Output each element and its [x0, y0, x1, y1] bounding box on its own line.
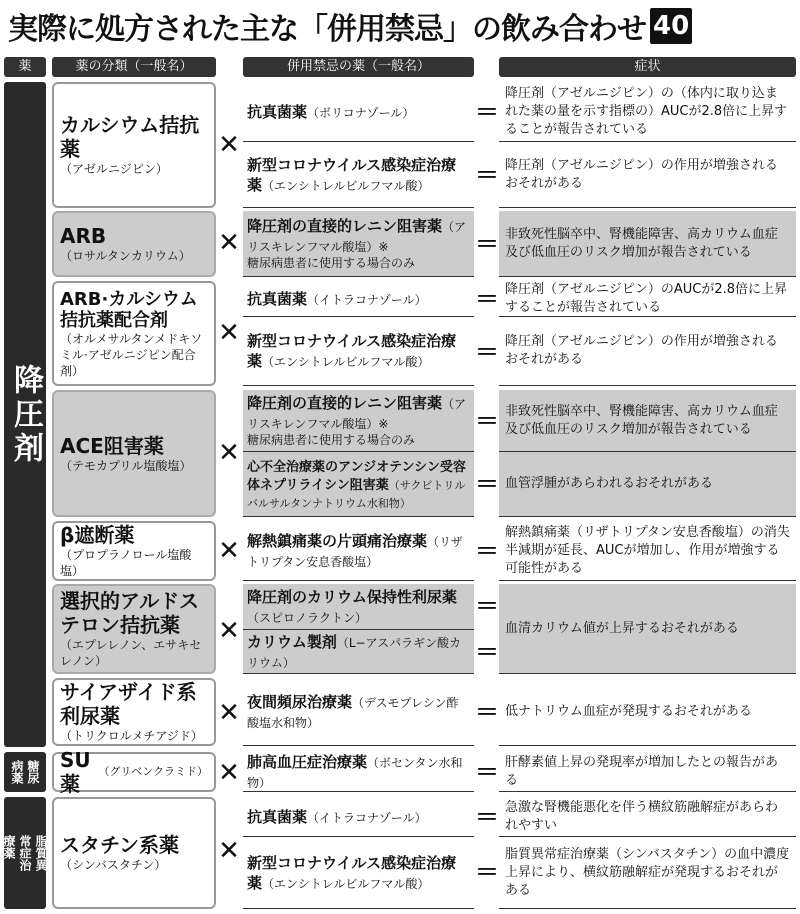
class-generic: （テモカプリル塩酸塩）: [60, 458, 192, 473]
drug-name: 降圧剤のカリウム保持性利尿薬: [247, 588, 457, 606]
cross-icon: ✕: [218, 836, 240, 866]
drug-name: 肺高血圧症治療薬: [247, 753, 368, 771]
drug-generic: （アリスキレンフマル酸塩）※: [247, 220, 467, 254]
header-shoujou: 症状: [499, 57, 796, 77]
drug-generic: （イトラコナゾール）: [307, 292, 427, 307]
equal-icon: ＝: [475, 470, 499, 498]
class-generic: （プロプラノロール塩酸塩）: [60, 548, 192, 578]
symptom-text: 降圧剤（アゼルニジピン）の作用が増強されるおそれがある: [499, 317, 796, 386]
class-aldosterone-antagonist: [52, 584, 216, 674]
class-generic: （グリベンクラミド）: [98, 765, 208, 778]
drug-row: [243, 82, 474, 142]
class-generic: （エプレレノン、エサキセレノン）: [60, 638, 202, 668]
class-su: [52, 748, 216, 796]
drug-name: 新型コロナウイルス感染症治療薬: [247, 332, 457, 370]
cross-icon: ✕: [218, 318, 240, 348]
drug-generic: （スピロノラクトン）: [247, 611, 368, 625]
drug-generic: （デスモプレシン酢酸塩水和物）: [247, 696, 459, 730]
drug-name: 心不全治療薬のアンジオテンシン受容体ネプリライシン阻害薬: [247, 459, 466, 493]
class-beta-blocker: [52, 521, 216, 581]
equal-icon: ＝: [475, 858, 499, 886]
class-generic: （シンバスタチン）: [60, 858, 167, 872]
class-arb: [52, 211, 216, 277]
drug-row: [243, 797, 474, 837]
class-name: カルシウム拮抗薬: [60, 113, 200, 161]
equal-icon: ＝: [475, 161, 499, 189]
equal-icon: ＝: [475, 537, 499, 565]
symptom-text: 急激な腎機能悪化を伴う横紋筋融解症があらわれやすい: [499, 797, 796, 837]
drug-name: 抗真菌薬: [247, 102, 308, 121]
drug-generic: （リザトリプタン安息香酸塩）: [247, 535, 463, 569]
category-shishitsu-line1: 脂質異: [34, 835, 48, 871]
header-bunrui: 薬の分類（一般名）: [52, 57, 216, 77]
drug-generic: （エンシトレルビルフマル酸）: [262, 876, 430, 891]
equal-icon: ＝: [475, 758, 499, 786]
cross-icon: ✕: [218, 438, 240, 468]
drug-generic: （L−アスパラギン酸カリウム）: [247, 636, 462, 670]
drug-name: 降圧剤の直接的レニン阻害薬: [247, 394, 443, 412]
drug-row: [243, 211, 474, 277]
page-number-badge: 40: [650, 8, 692, 44]
page-title: [8, 4, 798, 48]
class-name: ARB·カルシウム拮抗薬配合剤: [60, 288, 198, 331]
drug-name: 降圧剤の直接的レニン阻害薬: [247, 217, 443, 235]
equal-icon: ＝: [475, 803, 499, 831]
drug-row: [243, 281, 474, 317]
class-name: SU薬: [60, 748, 91, 796]
class-generic: （オルメサルタンメドキソミル·アゼルニジピン配合剤）: [60, 331, 203, 378]
category-kouatsu-label: 降圧剤: [8, 363, 43, 466]
equal-icon: ＝: [475, 338, 499, 366]
category-tounyou-line1: 糖尿: [26, 760, 40, 784]
class-name: スタチン系薬: [60, 833, 179, 857]
drug-note: 糖尿病患者に使用する場合のみ: [247, 256, 416, 270]
class-name: 選択的アルドステロン拮抗薬: [60, 589, 199, 637]
drug-generic: （イトラコナゾール）: [307, 810, 427, 825]
drug-name: 抗真菌薬: [247, 807, 308, 826]
title-text: 実際に処方された主な「併用禁忌」の飲み合わせ: [8, 12, 646, 47]
symptom-text: 血清カリウム値が上昇するおそれがある: [499, 584, 796, 674]
category-tounyou: [4, 752, 46, 792]
category-kouatsu: [4, 82, 46, 747]
symptom-text: 解熱鎮痛薬（リザトリプタン安息香酸塩）の消失半減期が延長、AUCが増加し、作用が増強する可能性がある: [499, 521, 796, 581]
cross-icon: ✕: [218, 228, 240, 258]
equal-icon: ＝: [475, 638, 499, 666]
symptom-text: 非致死性脳卒中、腎機能障害、高カリウム血症及び低血圧のリスク増加が報告されている: [499, 211, 796, 277]
drug-row: [243, 837, 474, 909]
cross-icon: ✕: [218, 130, 240, 160]
class-name: サイアザイド系利尿薬: [60, 680, 197, 728]
symptom-text: 低ナトリウム血症が発現するおそれがある: [499, 678, 796, 746]
drug-generic: （エンシトレルビルフマル酸）: [262, 178, 430, 193]
symptom-text: 血管浮腫があらわれるおそれがある: [499, 452, 796, 517]
drug-row: [243, 752, 474, 792]
header-yaku: 薬: [4, 57, 46, 77]
cross-icon: ✕: [218, 536, 240, 566]
class-name: β遮断薬: [60, 523, 135, 547]
equal-icon: ＝: [475, 592, 499, 620]
drug-name: 新型コロナウイルス感染症治療薬: [247, 853, 457, 892]
equal-icon: ＝: [475, 285, 499, 313]
equal-icon: ＝: [475, 98, 499, 126]
category-tounyou-line2: 病薬: [10, 760, 24, 784]
class-generic: （トリクロルメチアジド）: [60, 729, 203, 743]
cross-icon: ✕: [218, 758, 240, 788]
drug-row: [243, 630, 474, 674]
drug-name: カリウム製剤: [247, 633, 337, 651]
drug-row: [243, 317, 474, 386]
drug-name: 抗真菌薬: [247, 289, 308, 308]
category-shishitsu-line3: 療薬: [2, 835, 16, 859]
category-shishitsu-line2: 常症治: [18, 835, 32, 871]
symptom-text: 脂質異常症治療薬（シンバスタチン）の血中濃度上昇により、横紋筋融解症が発現するおそれがある: [499, 837, 796, 909]
cross-icon: ✕: [218, 616, 240, 646]
drug-row: [243, 390, 474, 452]
drug-row: [243, 142, 474, 208]
drug-row: [243, 678, 474, 746]
drug-generic: （サクビトリルバルサルタンナトリウム水和物）: [247, 478, 466, 510]
class-thiazide-diuretic: [52, 678, 216, 746]
drug-name: 新型コロナウイルス感染症治療薬: [247, 155, 457, 194]
category-shishitsu: [4, 797, 46, 909]
class-arb-calcium: [52, 281, 216, 386]
drug-row: [243, 521, 474, 581]
drug-generic: （エンシトレルビルフマル酸）: [262, 355, 430, 369]
symptom-text: 肝酵素値上昇の発現率が増加したとの報告がある: [499, 752, 796, 792]
symptom-text: 非致死性脳卒中、腎機能障害、高カリウム血症及び低血圧のリスク増加が報告されている: [499, 390, 796, 452]
drug-name: 夜間頻尿治療薬: [247, 693, 353, 711]
drug-note: 糖尿病患者に使用する場合のみ: [247, 433, 416, 447]
header-heiyou: 併用禁忌の薬（一般名）: [243, 57, 474, 77]
drug-generic: （ボセンタン水和物）: [247, 756, 463, 790]
class-ace-inhibitor: [52, 390, 216, 517]
class-calcium-antagonist: [52, 82, 216, 208]
symptom-text: 降圧剤（アゼルニジピン）のAUCが2.8倍に上昇することが報告されている: [499, 281, 796, 317]
class-generic: （アゼルニジピン）: [60, 162, 168, 176]
equal-icon: ＝: [475, 230, 499, 258]
equal-icon: ＝: [475, 407, 499, 435]
equal-icon: ＝: [475, 698, 499, 726]
drug-name: 解熱鎮痛薬の片頭痛治療薬: [247, 532, 428, 550]
symptom-text: 降圧剤（アゼルニジピン）の作用が増強されるおそれがある: [499, 142, 796, 208]
class-statin: [52, 797, 216, 909]
drug-generic: （ボリコナゾール）: [307, 105, 415, 120]
class-name: ARB: [60, 224, 107, 248]
drug-row: [243, 584, 474, 630]
cross-icon: ✕: [218, 698, 240, 728]
drug-row: [243, 452, 474, 517]
symptom-text: 降圧剤（アゼルニジピン）の（体内に取り込まれた薬の量を示す指標の）AUCが2.8倍に上昇することが報告されている: [499, 82, 796, 142]
class-name: ACE阻害薬: [60, 433, 164, 458]
class-generic: （ロサルタンカリウム）: [60, 249, 191, 263]
drug-generic: （アリスキレンフマル酸塩）※: [247, 397, 467, 431]
